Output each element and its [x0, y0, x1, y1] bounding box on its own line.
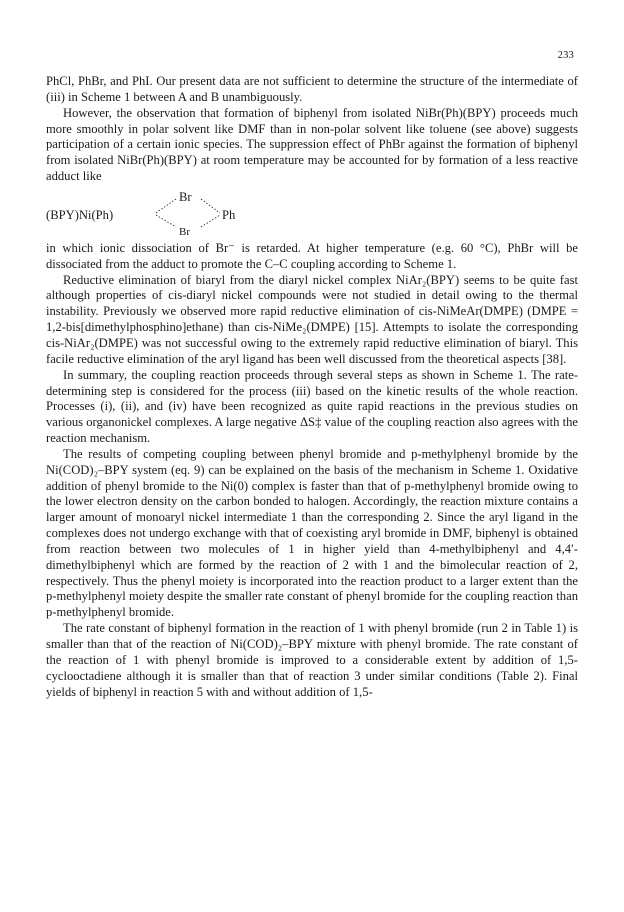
- body-text: [46, 74, 578, 700]
- paragraph-5: In summary, the coupling reaction proceeds through several steps as shown in Scheme 1. The rate-determining step is considered for the process (iii) based on the kinetic results of the whole reaction. Processes (i), (ii), and (iv) have been recognized as quite rapid reactions in the previous studies on various organonickel complexes. A large negative ΔS‡ value of the coupling reaction also agrees with the reaction mechanism.: [46, 367, 578, 446]
- paragraph-6: The results of competing coupling between phenyl bromide and p-methylphenyl bromide by the Ni(COD)₂–BPY system (eq. 9) can be explained on the basis of the mechanism in Scheme 1. Oxidative addition of phenyl bromide to the Ni(0) complex is faster than that of p-methylphenyl bromide owing to the lower electron density on the carbon bonded to halogen. Accordingly, the reaction mixture contains a larger amount of monoaryl nickel intermediate 1 than the corresponding 2. Since the aryl ligand in the complexes does not undergo exchange with that of coexisting aryl bromide in DMF, biphenyl is obtained from reaction between two molecules of 1 in higher yield than 4-methylbiphenyl and 4,4′-dimethylbiphenyl which are formed by the reaction of 2 with 1 and the bimolecular reaction of 2, respectively. Thus the phenyl moiety is incorporated into the reaction product to a larger extent than the p-methylphenyl moiety despite the smaller rate constant of phenyl bromide for the coupling reaction than p-methylphenyl bromide.: [46, 446, 578, 620]
- adduct-structure: [46, 185, 578, 241]
- page-number: 233: [557, 50, 574, 61]
- formula-left-group: (BPY)Ni(Ph): [46, 207, 114, 222]
- paragraph-4: Reductive elimination of biaryl from the diaryl nickel complex NiAr₂(BPY) seems to be quite fast although properties of cis-diaryl nickel compounds were not studied in detail owing to the thermal instability. Previously we observed more rapid reductive elimination of cis-NiMeAr(DMPE) (DMPE = 1,2-bis[dimethylphosphino]ethane) than cis-NiMe₂(DMPE) [15]. Attempts to isolate the corresponding cis-NiAr₂(DMPE) was not successful owing to the extremely rapid reductive elimination of biaryl. This facile reductive elimination of the aryl ligand has been well discussed from the theoretical aspects [38].: [46, 272, 578, 366]
- paragraph-7: The rate constant of biphenyl formation in the reaction of 1 with phenyl bromide (run 2 in Table 1) is smaller than that of the reaction of Ni(COD)₂–BPY mixture with phenyl bromide. The rate constant of the reaction of 1 with phenyl bromide is improved to a considerable extent by addition of 1,5-cyclooctadiene although it is smaller than that of reaction 3 under similar conditions (Table 2). Final yields of biphenyl in reaction 5 with and without addition of 1,5-: [46, 621, 578, 699]
- dashed-bonds: [156, 193, 226, 235]
- formula-bridge-bottom: Br: [179, 225, 190, 238]
- formula-right-group: Ph: [222, 207, 236, 222]
- formula-bridge-top: Br: [179, 189, 192, 204]
- paragraph-3: in which ionic dissociation of Br⁻ is retarded. At higher temperature (e.g. 60 °C), PhBr will be dissociated from the adduct to promote the C–C coupling according to Scheme 1.: [46, 240, 578, 271]
- paragraph-1: PhCl, PhBr, and PhI. Our present data are not sufficient to determine the structure of the intermediate of (iii) in Scheme 1 between A and B unambiguously.: [46, 74, 578, 104]
- paragraph-2: However, the observation that formation of biphenyl from isolated NiBr(Ph)(BPY) proceeds much more smoothly in polar solvent like DMF than in non-polar solvent like toluene (see above) suggests participation of a certain ionic species. The suppression effect of PhBr against the formation of biphenyl from isolated NiBr(Ph)(BPY) at room temperature may be accounted for by formation of a less reactive adduct like: [46, 105, 578, 184]
